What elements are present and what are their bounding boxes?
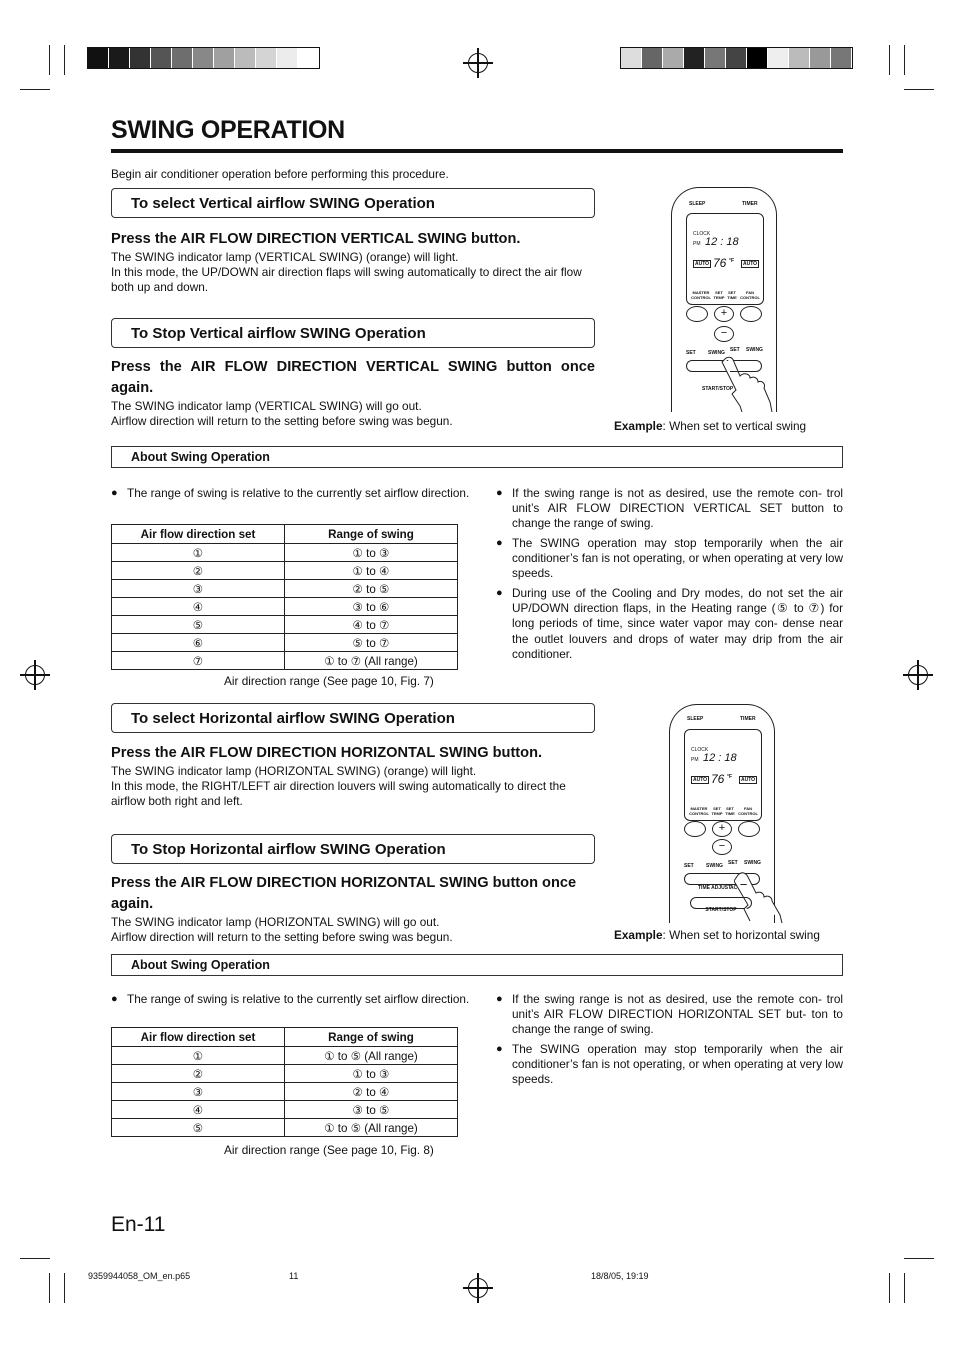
set-label: SET: [684, 863, 694, 869]
page-number-label: En-11: [111, 1213, 166, 1236]
note-bullet: ● If the swing range is not as desired, use the remote con- trol unit’s AIR FLOW DIRECTION HORIZONTAL SET but- ton to change the range of swing.: [496, 992, 843, 1038]
crop-mark: [20, 89, 50, 90]
table-row: [112, 634, 458, 652]
degree-label: °F: [727, 774, 733, 780]
range-cell: ① to ⑤ (All range): [285, 1047, 458, 1065]
table-row: [112, 1119, 458, 1137]
horizontal-select-line2: In this mode, the RIGHT/LEFT air direction louvers will swing automatically to direct the airflow both right and left.: [111, 779, 566, 809]
set-label: SET: [730, 347, 740, 353]
range-cell: ① to ④: [285, 562, 458, 580]
registration-mark-icon: [25, 665, 45, 685]
color-swatch: [88, 48, 109, 68]
color-bar-right: [620, 47, 853, 69]
button-right: [740, 306, 762, 322]
crop-mark: [904, 89, 934, 90]
temp-display: 76: [713, 256, 727, 270]
horizontal-range-bullet: ● The range of swing is relative to the currently set airflow direction.: [111, 992, 473, 1007]
auto-label: AUTO: [693, 777, 708, 783]
minus-button: −: [712, 839, 732, 855]
clock-label: CLOCK: [693, 231, 711, 237]
crop-mark: [64, 45, 65, 75]
direction-cell: ①: [112, 544, 285, 562]
plus-button: +: [712, 821, 732, 837]
remote-control-vertical-illustration: [671, 187, 777, 412]
color-swatch: [705, 48, 726, 68]
timer-label: TIMER: [742, 201, 758, 207]
temp-display: 76: [711, 772, 725, 786]
horizontal-example-caption: [614, 928, 820, 943]
range-cell: ③ to ⑤: [285, 1101, 458, 1119]
footer-page: 11: [289, 1271, 299, 1281]
swing-label: SWING: [708, 350, 725, 356]
set-temp-label: SET TEMP: [713, 290, 725, 300]
clock-display: 12 : 18: [705, 236, 739, 248]
direction-cell: ③: [112, 1083, 285, 1101]
vertical-stop-header: To Stop Vertical airflow SWING Operation: [111, 318, 595, 348]
table-row: [112, 544, 458, 562]
registration-mark-icon: [908, 665, 928, 685]
crop-mark: [904, 45, 905, 75]
vertical-swing-range-table: [111, 524, 458, 670]
page-title: SWING OPERATION: [111, 116, 345, 144]
table-header-cell: Range of swing: [285, 525, 458, 544]
table-row: [112, 652, 458, 670]
note-bullet: ● The SWING operation may stop temporarily when the air conditioner’s fan is not operating, or when operating at very low speeds.: [496, 1042, 843, 1088]
color-swatch: [130, 48, 151, 68]
example-text: : When set to vertical swing: [662, 419, 807, 433]
remote-lcd: [686, 213, 764, 305]
master-control-label: MASTER CONTROL: [689, 806, 709, 816]
horizontal-stop-line1: The SWING indicator lamp (HORIZONTAL SWING) will go out.: [111, 915, 440, 929]
range-cell: ① to ⑤ (All range): [285, 1119, 458, 1137]
color-bar-left: [87, 47, 320, 69]
clock-label: CLOCK: [691, 747, 709, 753]
range-cell: ① to ③: [285, 1065, 458, 1083]
minus-button: −: [714, 326, 734, 342]
ac-label: AC: [730, 885, 738, 891]
table-header-cell: Range of swing: [285, 1028, 458, 1047]
table-row: [112, 1047, 458, 1065]
range-cell: ② to ④: [285, 1083, 458, 1101]
example-label: Example: [614, 928, 663, 942]
footer-date: 18/8/05, 19:19: [591, 1271, 649, 1281]
swing-label: SWING: [744, 860, 761, 866]
table-row: [112, 598, 458, 616]
range-cell: ① to ③: [285, 544, 458, 562]
table-header-row: [112, 1028, 458, 1047]
button-right: [738, 821, 760, 837]
horizontal-stop-header: To Stop Horizontal airflow SWING Operation: [111, 834, 595, 864]
master-control-label: MASTER CONTROL: [691, 290, 711, 300]
direction-cell: ⑦: [112, 652, 285, 670]
table-row: [112, 562, 458, 580]
color-swatch: [684, 48, 705, 68]
color-swatch: [663, 48, 684, 68]
color-swatch: [193, 48, 214, 68]
vertical-example-caption: [614, 419, 806, 434]
swing-label: SWING: [746, 347, 763, 353]
color-swatch: [642, 48, 663, 68]
range-cell: ① to ⑦ (All range): [285, 652, 458, 670]
table-row: [112, 580, 458, 598]
example-text: : When set to horizontal swing: [662, 928, 820, 942]
intro-text: Begin air conditioner operation before performing this procedure.: [111, 167, 449, 181]
color-swatch: [726, 48, 747, 68]
color-swatch: [235, 48, 256, 68]
sleep-label: SLEEP: [687, 716, 704, 722]
auto-label: AUTO: [743, 261, 758, 267]
registration-mark-icon: [468, 1278, 488, 1298]
table-row: [112, 1101, 458, 1119]
horizontal-swing-range-table: [111, 1027, 458, 1137]
horizontal-select-header: To select Horizontal airflow SWING Operation: [111, 703, 595, 733]
fan-control-label: FAN CONTROL: [740, 290, 760, 300]
set-time-label: SET TIME: [727, 290, 737, 300]
crop-mark: [904, 1273, 905, 1303]
horizontal-stop-line2: Airflow direction will return to the setting before swing was begun.: [111, 930, 453, 944]
direction-cell: ①: [112, 1047, 285, 1065]
color-swatch: [831, 48, 852, 68]
set-label: SET: [728, 860, 738, 866]
vertical-stop-line2: Airflow direction will return to the setting before swing was begun.: [111, 414, 453, 428]
direction-cell: ⑤: [112, 616, 285, 634]
color-swatch: [256, 48, 277, 68]
crop-mark: [889, 45, 890, 75]
direction-cell: ③: [112, 580, 285, 598]
crop-mark: [889, 1273, 890, 1303]
color-swatch: [151, 48, 172, 68]
plus-button: +: [714, 306, 734, 322]
pm-label: PM: [693, 241, 701, 247]
vertical-stop-line1: The SWING indicator lamp (VERTICAL SWING) will go out.: [111, 399, 422, 413]
table-row: [112, 1083, 458, 1101]
crop-mark: [64, 1273, 65, 1303]
range-cell: ⑤ to ⑦: [285, 634, 458, 652]
sleep-label: SLEEP: [689, 201, 706, 207]
table-row: [112, 616, 458, 634]
range-cell: ② to ⑤: [285, 580, 458, 598]
table-header-row: [112, 525, 458, 544]
vertical-table-caption: Air direction range (See page 10, Fig. 7): [224, 674, 434, 688]
set-temp-label: SET TEMP: [711, 806, 723, 816]
button-left: [686, 306, 708, 322]
direction-cell: ②: [112, 562, 285, 580]
vertical-select-header: To select Vertical airflow SWING Operation: [111, 188, 595, 218]
set-label: SET: [686, 350, 696, 356]
auto-label: AUTO: [741, 777, 756, 783]
swing-label: SWING: [706, 863, 723, 869]
direction-cell: ②: [112, 1065, 285, 1083]
vertical-stop-instruction: Press the AIR FLOW DIRECTION VERTICAL SWING button once again.: [111, 359, 595, 396]
horizontal-select-instruction: Press the AIR FLOW DIRECTION HORIZONTAL SWING button.: [111, 745, 543, 761]
hand-pointer-icon: [720, 356, 780, 412]
direction-cell: ④: [112, 1101, 285, 1119]
horizontal-about-header: About Swing Operation: [111, 954, 843, 976]
start-stop-label: START/STOP: [702, 386, 734, 392]
vertical-range-bullet: ● The range of swing is relative to the currently set airflow direction.: [111, 486, 473, 501]
range-cell: ③ to ⑥: [285, 598, 458, 616]
timer-label: TIMER: [740, 716, 756, 722]
color-swatch: [621, 48, 642, 68]
color-swatch: [172, 48, 193, 68]
crop-mark: [49, 45, 50, 75]
auto-label: AUTO: [695, 261, 710, 267]
table-header-cell: Air flow direction set: [112, 525, 285, 544]
start-stop-label: START/STOP: [705, 907, 737, 913]
range-cell: ④ to ⑦: [285, 616, 458, 634]
color-swatch: [789, 48, 810, 68]
color-swatch: [810, 48, 831, 68]
color-swatch: [214, 48, 235, 68]
registration-mark-icon: [468, 53, 488, 73]
vertical-select-line1: The SWING indicator lamp (VERTICAL SWING) (orange) will light.: [111, 250, 459, 264]
fan-control-label: FAN CONTROL: [738, 806, 758, 816]
pm-label: PM: [691, 757, 699, 763]
table-row: [112, 1065, 458, 1083]
color-swatch: [768, 48, 789, 68]
button-left: [684, 821, 706, 837]
color-swatch: [277, 48, 298, 68]
color-swatch: [747, 48, 768, 68]
remote-control-horizontal-illustration: [669, 704, 775, 923]
vertical-about-header: About Swing Operation: [111, 446, 843, 468]
color-swatch: [109, 48, 130, 68]
degree-label: °F: [729, 258, 735, 264]
vertical-select-instruction: Press the AIR FLOW DIRECTION VERTICAL SWING button.: [111, 231, 521, 247]
table-header-cell: Air flow direction set: [112, 1028, 285, 1047]
horizontal-stop-instruction: Press the AIR FLOW DIRECTION HORIZONTAL SWING button once again.: [111, 875, 577, 912]
note-bullet: ● During use of the Cooling and Dry modes, do not set the air UP/DOWN direction flaps, in the Heating range (⑤ to ⑦) for long periods of time, since water vapor may con- dense near the outlet louvers and drops of water may drip from the air conditioner.: [496, 586, 843, 662]
note-bullet: ● The SWING operation may stop temporarily when the air conditioner’s fan is not operating, or when operating at very low speeds.: [496, 536, 843, 582]
direction-cell: ④: [112, 598, 285, 616]
crop-mark: [904, 1258, 934, 1259]
horizontal-table-caption: Air direction range (See page 10, Fig. 8): [224, 1143, 434, 1157]
note-bullet: ● If the swing range is not as desired, use the remote con- trol unit’s AIR FLOW DIRECTION VERTICAL SET button to change the range of swing.: [496, 486, 843, 532]
crop-mark: [49, 1273, 50, 1303]
time-adjust-label: TIME ADJUST: [698, 885, 732, 891]
footer-filename: 9359944058_OM_en.p65: [88, 1271, 191, 1281]
direction-cell: ⑥: [112, 634, 285, 652]
clock-display: 12 : 18: [703, 752, 737, 764]
hand-pointer-icon: [734, 871, 790, 923]
color-swatch: [298, 48, 319, 68]
direction-cell: ⑤: [112, 1119, 285, 1137]
set-time-label: SET TIME: [725, 806, 735, 816]
remote-lcd: [684, 729, 762, 821]
crop-mark: [20, 1258, 50, 1259]
title-rule: [111, 149, 843, 153]
example-label: Example: [614, 419, 663, 433]
vertical-select-line2: In this mode, the UP/DOWN air direction flaps will swing automatically to direct the air flow both up and down.: [111, 265, 582, 295]
horizontal-select-line1: The SWING indicator lamp (HORIZONTAL SWING) (orange) will light.: [111, 764, 477, 778]
